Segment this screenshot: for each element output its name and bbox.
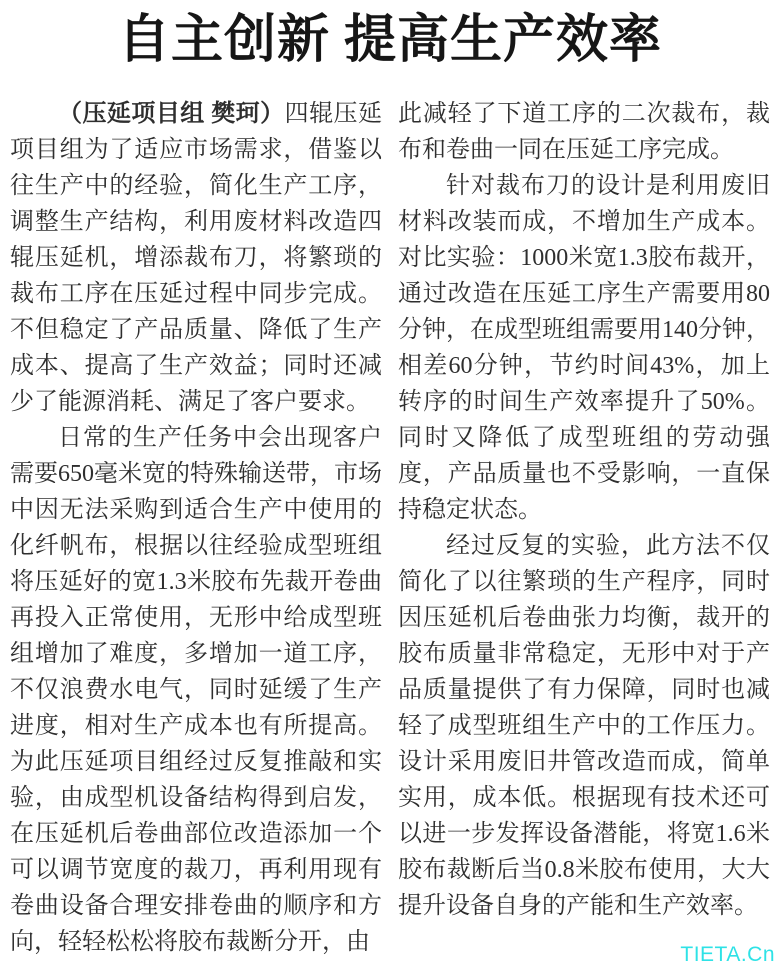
paragraph-4: 经过反复的实验，此方法不仅简化了以往繁琐的生产程序，同时因压延机后卷曲张力均衡，裁开的胶布质量非常稳定，无形中对于产品质量提供了有力保障，同时也减轻了成型班组生产中的工作压力。设计采用废旧井管改造而成，简单实用，成本低。根据现有技术还可以进一步发挥设备潜能，将宽1.6米胶布裁断后当0.8米胶布使用，大大提升设备自身的产能和生产效率。 <box>398 533 770 919</box>
paragraph-2: 日常的生产任务中会出现客户需要650毫米宽的特殊输送带，市场中因无法采购到适合生产中使用的化纤帆布，根据以往经验成型班组将压延好的宽1.3米胶布先裁开卷曲再投入正常使用，无形中给成型班组增加了难度，多增加一道工序，不仅浪费水电气，同时延缓了生产进度，相对生产成本也有所提高。为此压延项目组经过反复推敲和实验，由成型机设备结构得到启发，在压延机后卷曲部位改造添加一个可以调节宽度的裁刀，再利用现有卷曲设备合理安排卷曲的顺序和方向，轻轻松松将胶布裁断分开，由 <box>10 425 382 955</box>
right-column <box>398 96 770 960</box>
paragraph-3: 针对裁布刀的设计是利用废旧材料改装而成，不增加生产成本。对比实验：1000米宽1.3胶布裁开，通过改造在压延工序生产需要用80分钟，在成型班组需要用140分钟，相差60分钟，节约时间43%，加上转序的时间生产效率提升了50%。同时又降低了成型班组的劳动强度，产品质量也不受影响，一直保持稳定状态。 <box>398 173 770 523</box>
left-column <box>10 96 382 960</box>
paragraph-1-text: 四辊压延项目组为了适应市场需求，借鉴以往生产中的经验，简化生产工序，调整生产结构，利用废材料改造四辊压延机，增添裁布刀，将繁琐的裁布工序在压延过程中同步完成。不但稳定了产品质量、降低了生产成本、提高了生产效益；同时还减少了能源消耗、满足了客户要求。 <box>10 101 383 415</box>
byline: （压延项目组 樊珂） <box>58 101 285 127</box>
tieta-watermark: TIETA.Cn <box>680 943 775 966</box>
article-body <box>0 96 780 960</box>
paragraph-2-continuation: 此减轻了下道工序的二次裁布，裁布和卷曲一同在压延工序完成。 <box>398 101 770 163</box>
article-title: 自主创新 提高生产效率 <box>117 12 662 69</box>
paragraph-1 <box>10 96 382 420</box>
